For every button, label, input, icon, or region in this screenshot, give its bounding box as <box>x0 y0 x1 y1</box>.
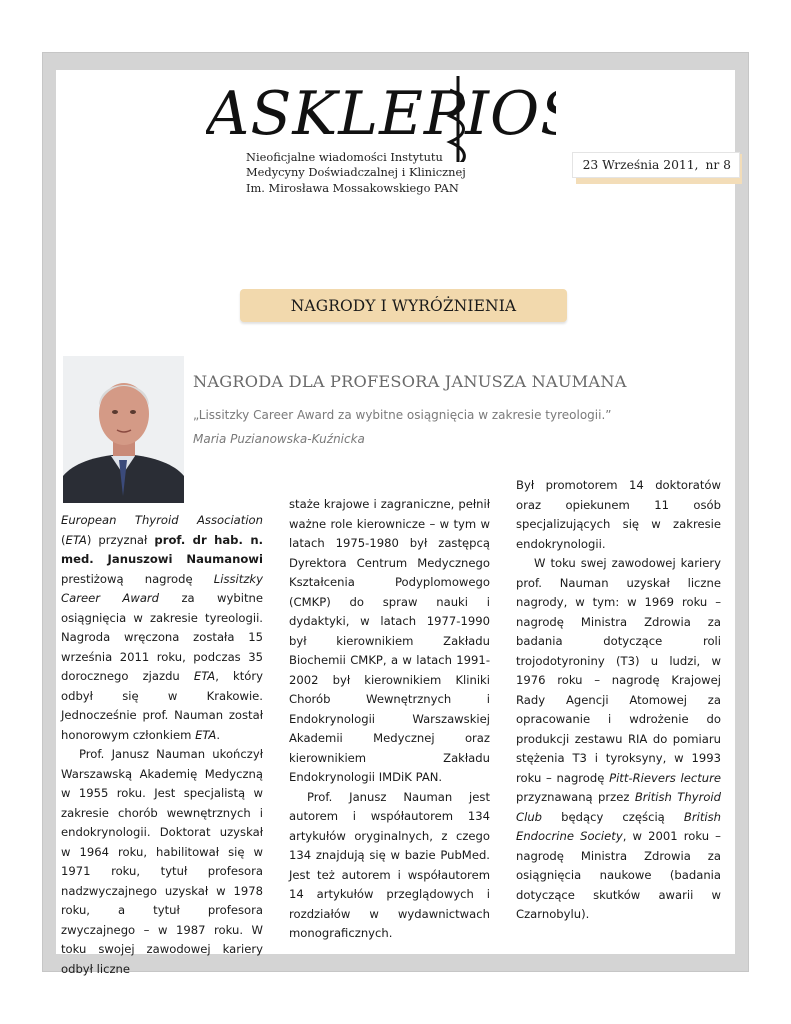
portrait-photo <box>63 356 184 503</box>
masthead-tagline <box>246 150 466 196</box>
issue-number: nr 8 <box>705 158 731 172</box>
issue-date: 23 Września 2011, <box>582 158 699 172</box>
article-column-2 <box>289 495 490 944</box>
masthead-logo <box>206 72 556 162</box>
date-box <box>572 152 740 178</box>
paragraph: Prof. Janusz Nauman jest autorem i współautorem 134 artykułów oryginalnych, z czego 134 znajdują się w bazie PubMed. Jest też autorem i współautorem 14 artykułów przeglądowych i rozdziałów w wydawnictwach monograficznych. <box>289 789 490 940</box>
paragraph: staże krajowe i zagraniczne, pełnił ważne role kierownicze – w tym w latach 1975-1980 był zastępcą Dyrektora Centrum Medycznego Kształcenia Podyplomowego (CMKP) do spraw nauki i dydaktyki, w latach 1977-1990 był kierownikiem Zakładu Biochemii CMKP, a w latach 1991-2002 był kierownikiem Kliniki Chorób Wewnętrznych i Endokrynologii Warszawskiej Akademii Medycznej oraz kierownikiem Zakładu Endokrynologii IMDiK PAN. <box>289 497 490 784</box>
article-column-3 <box>516 476 721 925</box>
article-author: Maria Puzianowska-Kuźnicka <box>193 432 365 446</box>
tagline-line-3: Im. Mirosława Mossakowskiego PAN <box>246 180 459 195</box>
tagline-line-2: Medycyny Doświadczalnej i Klinicznej <box>246 165 466 180</box>
article-subtitle: „Lissitzky Career Award za wybitne osiągnięcia w zakresie tyreologii.” <box>193 408 612 422</box>
masthead-title: ASKLEPIOS <box>206 79 556 149</box>
article-title: NAGRODA DLA PROFESORA JANUSZA NAUMANA <box>193 372 627 391</box>
paragraph: Był promotorem 14 doktoratów oraz opiekunem 11 osób specjalizujących się w zakresie endokrynologii. <box>516 478 721 551</box>
section-banner: NAGRODY I WYRÓŻNIENIA <box>240 289 567 322</box>
paragraph: W toku swej zawodowej kariery prof. Nauman uzyskał liczne nagrody, w tym: w 1969 roku – nagrodę Ministra Zdrowia za badania dotyczące roli trojodotyroniny (T3) u ludzi, w 1976 roku – nagrodę Krajowej Rady Agencji Atomowej za opracowanie i wdrożenie do produkcji zestawu RIA do pomiaru stężenia T3 i tyroksyny, w 1993 roku – nagrodę Pitt-Rievers lecture przyznawaną przez British Thyroid Club będący częścią British Endocrine Society, w 2001 roku – nagrodę Ministra Zdrowia za osiągnięcia naukowe (badania dotyczące skutków awarii w Czarnobylu). <box>516 556 722 921</box>
paragraph: Prof. Janusz Nauman ukończył Warszawską Akademię Medyczną w 1955 roku. Jest specjalistą w zakresie chorób wewnętrznych i endokrynologii. Doktorat uzyskał w 1964 roku, habilitował się w 1971 roku, tytuł profesora nadzwyczajnego uzyskał w 1978 roku, a tytuł profesora zwyczajnego – w 1987 roku. W toku swojej zawodowej kariery odbył liczne <box>61 747 263 976</box>
paragraph: European Thyroid Association (ETA) przyznał prof. dr hab. n. med. Januszowi Naumanowi prestiżową nagrodę Lissitzky Career Award za wybitne osiągnięcia w zakresie tyreologii. Nagroda wręczona została 15 września 2011 roku, podczas 35 dorocznego zjazdu ETA, który odbył się w Krakowie. Jednocześnie prof. Nauman został honorowym członkiem ETA. <box>61 513 263 742</box>
tagline-line-1: Nieoficjalne wiadomości Instytutu <box>246 150 443 164</box>
article-column-1 <box>61 511 263 979</box>
